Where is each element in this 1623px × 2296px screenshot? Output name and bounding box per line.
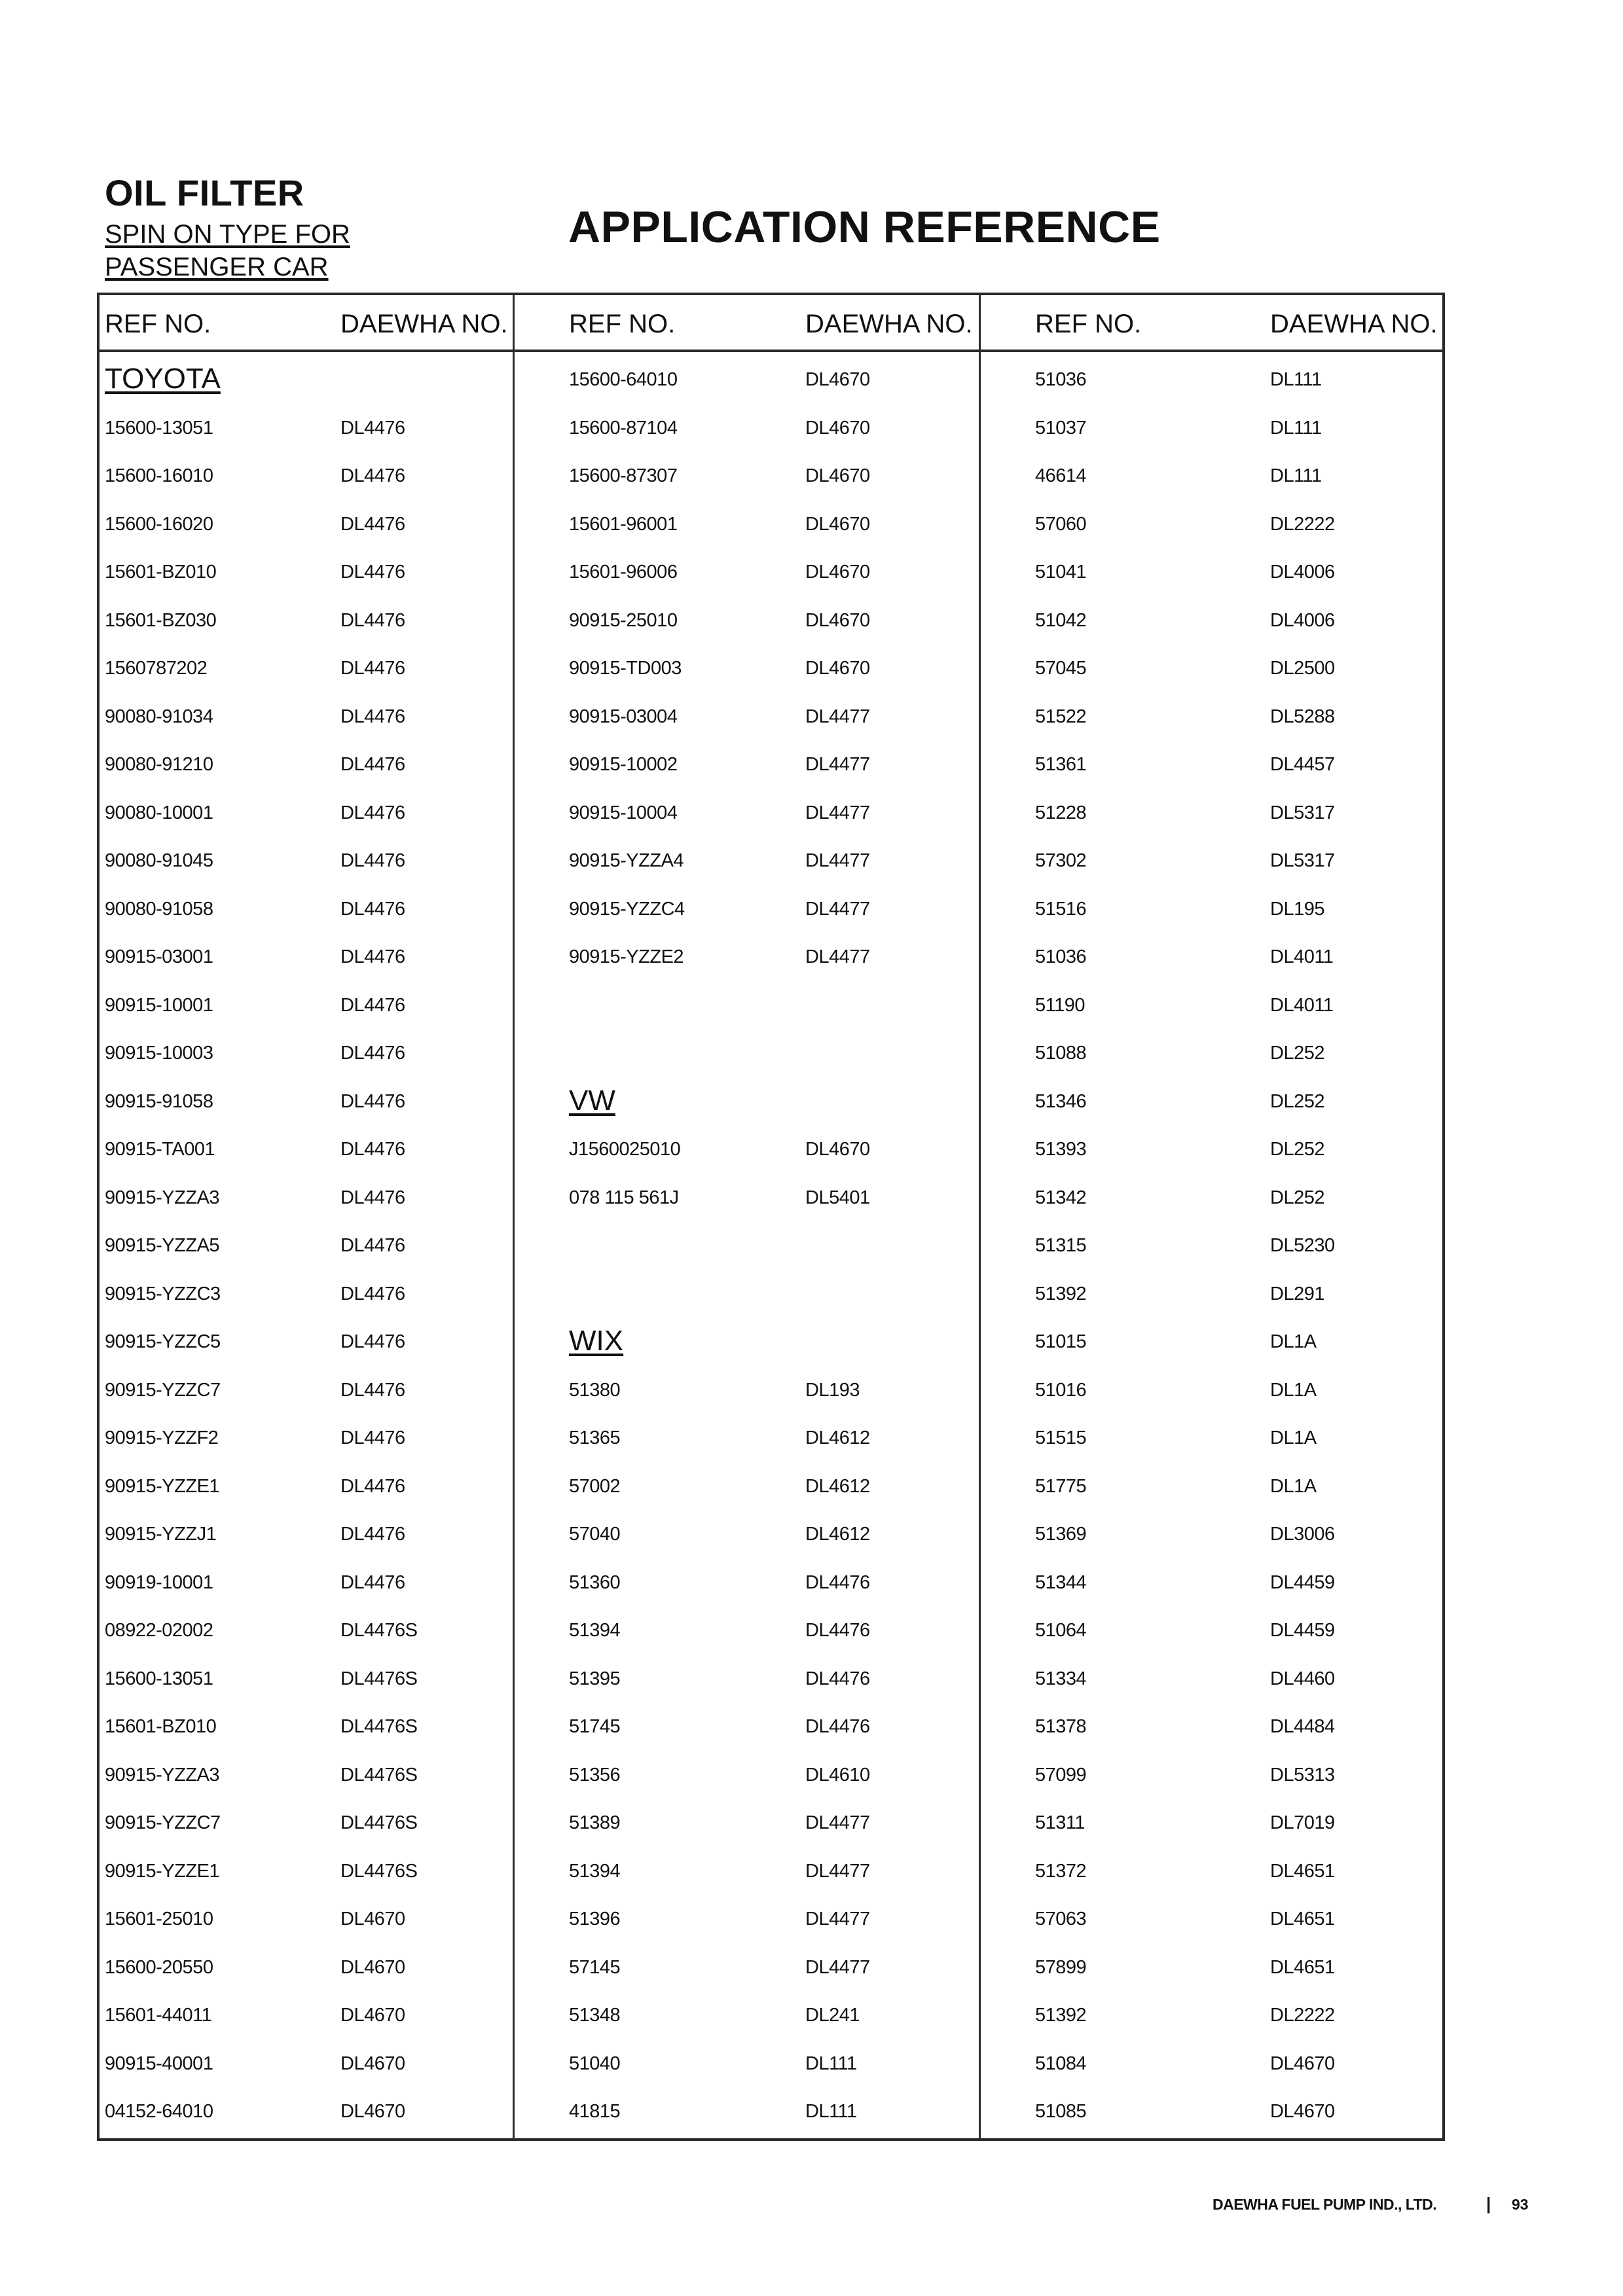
ref-no-cell: J1560025010 — [569, 1139, 681, 1160]
ref-no-cell: 51064 — [1035, 1620, 1087, 1641]
ref-no-cell: 57899 — [1035, 1956, 1087, 1978]
ref-no-cell: 51361 — [1035, 754, 1087, 775]
daewha-no-cell: DL4476 — [340, 850, 405, 871]
daewha-no-cell: DL2222 — [1270, 2005, 1335, 2026]
ref-no-cell: 15600-16020 — [105, 513, 213, 535]
ref-no-cell: 90915-YZZE1 — [105, 1475, 220, 1497]
ref-no-cell: 51522 — [1035, 706, 1087, 727]
ref-no-cell: 51040 — [569, 2053, 621, 2074]
daewha-no-cell: DL4477 — [805, 946, 870, 967]
ref-no-cell: 15600-13051 — [105, 417, 213, 439]
daewha-no-cell: DL1A — [1270, 1475, 1317, 1497]
ref-no-cell: 90915-03004 — [569, 706, 678, 727]
daewha-no-cell: DL4476S — [340, 1764, 418, 1785]
ref-no-cell: 51516 — [1035, 898, 1087, 920]
ref-no-cell: 15601-96006 — [569, 562, 678, 583]
ref-no-cell: 51315 — [1035, 1235, 1087, 1256]
daewha-no-cell: DL4610 — [805, 1764, 870, 1785]
ref-no-cell: 1560787202 — [105, 658, 208, 679]
daewha-no-cell: DL4476S — [340, 1716, 418, 1737]
ref-no-cell: 51396 — [569, 1909, 621, 1929]
ref-no-cell: 51392 — [1035, 1283, 1087, 1304]
section-heading: APPLICATION REFERENCE — [568, 202, 1161, 252]
daewha-no-cell: DL4006 — [1270, 562, 1335, 583]
daewha-no-cell: DL4476 — [340, 513, 405, 535]
ref-no-cell: 15601-96001 — [569, 513, 678, 535]
daewha-no-cell: DL4670 — [805, 417, 870, 439]
daewha-no-cell: DL4670 — [340, 2101, 405, 2122]
ref-no-cell: 51084 — [1035, 2053, 1087, 2074]
daewha-no-cell: DL4477 — [805, 850, 870, 871]
ref-no-cell: 15601-BZ010 — [105, 562, 217, 583]
ref-no-cell: 57045 — [1035, 658, 1087, 679]
daewha-no-cell: DL4476S — [340, 1620, 418, 1641]
column-divider — [513, 295, 515, 2138]
ref-no-cell: 51346 — [1035, 1090, 1087, 1112]
daewha-no-cell: DL4476 — [340, 1524, 405, 1545]
daewha-no-cell: DL4476 — [340, 465, 405, 486]
daewha-no-cell: DL193 — [805, 1379, 860, 1401]
daewha-no-cell: DL4011 — [1270, 994, 1334, 1016]
daewha-no-cell: DL111 — [1270, 417, 1322, 439]
daewha-no-cell: DL1A — [1270, 1331, 1317, 1352]
daewha-no-cell: DL4612 — [805, 1475, 870, 1497]
ref-no-cell: 51775 — [1035, 1475, 1087, 1497]
daewha-no-cell: DL4459 — [1270, 1620, 1335, 1641]
daewha-no-cell: DL4670 — [805, 658, 870, 679]
ref-no-cell: 15600-13051 — [105, 1668, 213, 1689]
ref-no-cell: 90915-40001 — [105, 2053, 213, 2074]
ref-no-cell: 90915-YZZF2 — [105, 1427, 219, 1448]
daewha-no-cell: DL4612 — [805, 1427, 870, 1448]
daewha-no-cell: DL4476 — [340, 1090, 405, 1112]
footer-company: DAEWHA FUEL PUMP IND., LTD. — [1213, 2196, 1437, 2213]
brand-heading: VW — [569, 1084, 615, 1117]
daewha-no-cell: DL4476 — [340, 994, 405, 1016]
daewha-no-cell: DL2500 — [1270, 658, 1335, 679]
daewha-no-cell: DL4476 — [340, 1139, 405, 1160]
daewha-no-cell: DL4476 — [340, 1427, 405, 1448]
daewha-no-cell: DL5401 — [805, 1187, 870, 1208]
daewha-no-cell: DL4651 — [1270, 1909, 1335, 1929]
daewha-no-cell: DL4476 — [340, 706, 405, 727]
daewha-no-cell: DL4476 — [340, 1043, 405, 1064]
ref-no-cell: 51015 — [1035, 1331, 1087, 1352]
ref-no-cell: 51088 — [1035, 1043, 1087, 1064]
ref-no-cell: 46614 — [1035, 465, 1087, 486]
daewha-no-cell: DL4670 — [340, 2005, 405, 2026]
ref-no-cell: 90080-91210 — [105, 754, 213, 775]
daewha-no-cell: DL4670 — [1270, 2053, 1335, 2074]
ref-no-cell: 90915-TD003 — [569, 658, 682, 679]
brand-heading: WIX — [569, 1325, 624, 1357]
daewha-no-cell: DL5317 — [1270, 802, 1335, 823]
ref-no-cell: 51334 — [1035, 1668, 1087, 1689]
daewha-no-cell: DL291 — [1270, 1283, 1324, 1304]
ref-no-cell: 51378 — [1035, 1716, 1087, 1737]
daewha-no-cell: DL241 — [805, 2005, 860, 2026]
daewha-no-cell: DL1A — [1270, 1427, 1317, 1448]
ref-no-cell: 15601-BZ030 — [105, 609, 217, 631]
daewha-no-cell: DL4476 — [805, 1716, 870, 1737]
daewha-no-cell: DL4460 — [1270, 1668, 1335, 1689]
daewha-no-cell: DL4476 — [340, 802, 405, 823]
footer-separator: | — [1486, 2194, 1491, 2214]
ref-no-cell: 90915-03001 — [105, 946, 213, 967]
ref-no-cell: 51042 — [1035, 609, 1087, 631]
daewha-no-cell: DL252 — [1270, 1187, 1324, 1208]
ref-no-cell: 90919-10001 — [105, 1571, 213, 1593]
ref-no-cell: 15600-16010 — [105, 465, 213, 486]
daewha-no-cell: DL4670 — [1270, 2101, 1335, 2122]
ref-no-cell: 90915-YZZC4 — [569, 898, 685, 920]
ref-no-cell: 51190 — [1035, 994, 1085, 1016]
daewha-no-cell: DL4476S — [340, 1860, 418, 1882]
daewha-no-cell: DL4670 — [805, 562, 870, 583]
daewha-no-cell: DL4670 — [805, 465, 870, 486]
daewha-no-cell: DL5313 — [1270, 1764, 1335, 1785]
ref-no-cell: 90915-TA001 — [105, 1139, 215, 1160]
daewha-no-cell: DL4476 — [805, 1571, 870, 1593]
daewha-no-cell: DL7019 — [1270, 1812, 1335, 1833]
ref-no-cell: 90915-25010 — [569, 609, 678, 631]
daewha-no-cell: DL4670 — [805, 513, 870, 535]
daewha-no-cell: DL4476 — [340, 562, 405, 583]
daewha-no-cell: DL4476 — [805, 1668, 870, 1689]
header-daewha-no-1: DAEWHA NO. — [340, 310, 508, 338]
daewha-no-cell: DL5230 — [1270, 1235, 1335, 1256]
ref-no-cell: 90915-YZZA3 — [105, 1764, 220, 1785]
header-daewha-no-3: DAEWHA NO. — [1270, 310, 1438, 338]
column-divider — [979, 295, 981, 2138]
ref-no-cell: 51356 — [569, 1764, 621, 1785]
ref-no-cell: 90915-YZZE2 — [569, 946, 684, 967]
daewha-no-cell: DL2222 — [1270, 513, 1335, 535]
ref-no-cell: 51365 — [569, 1427, 621, 1448]
daewha-no-cell: DL252 — [1270, 1139, 1324, 1160]
ref-no-cell: 41815 — [569, 2101, 621, 2122]
daewha-no-cell: DL4476S — [340, 1812, 418, 1833]
daewha-no-cell: DL4011 — [1270, 946, 1334, 967]
daewha-no-cell: DL111 — [805, 2101, 857, 2122]
ref-no-cell: 90915-YZZC7 — [105, 1379, 221, 1401]
daewha-no-cell: DL4484 — [1270, 1716, 1335, 1737]
page-subtitle-line-1: SPIN ON TYPE FOR — [105, 220, 350, 249]
daewha-no-cell: DL4457 — [1270, 754, 1335, 775]
ref-no-cell: 90915-YZZC3 — [105, 1283, 221, 1304]
ref-no-cell: 51389 — [569, 1812, 621, 1833]
ref-no-cell: 51745 — [569, 1716, 621, 1737]
ref-no-cell: 90915-10001 — [105, 994, 213, 1016]
daewha-no-cell: DL4476 — [340, 1475, 405, 1497]
daewha-no-cell: DL4670 — [805, 1139, 870, 1160]
daewha-no-cell: DL111 — [1270, 465, 1322, 486]
daewha-no-cell: DL4670 — [340, 1956, 405, 1978]
ref-no-cell: 15600-87104 — [569, 417, 678, 439]
ref-no-cell: 51394 — [569, 1620, 621, 1641]
daewha-no-cell: DL4670 — [805, 369, 870, 390]
daewha-no-cell: DL4476 — [340, 609, 405, 631]
daewha-no-cell: DL195 — [1270, 898, 1324, 920]
ref-no-cell: 57145 — [569, 1956, 621, 1978]
daewha-no-cell: DL4477 — [805, 754, 870, 775]
ref-no-cell: 51348 — [569, 2005, 621, 2026]
ref-no-cell: 57002 — [569, 1475, 621, 1497]
daewha-no-cell: DL4477 — [805, 1956, 870, 1978]
ref-no-cell: 90915-YZZC5 — [105, 1331, 221, 1352]
ref-no-cell: 51515 — [1035, 1427, 1087, 1448]
daewha-no-cell: DL1A — [1270, 1379, 1317, 1401]
ref-no-cell: 08922-02002 — [105, 1620, 213, 1641]
ref-no-cell: 90915-YZZA5 — [105, 1235, 220, 1256]
ref-no-cell: 51380 — [569, 1379, 621, 1401]
ref-no-cell: 51085 — [1035, 2101, 1087, 2122]
ref-no-cell: 51372 — [1035, 1860, 1087, 1882]
ref-no-cell: 15600-87307 — [569, 465, 678, 486]
daewha-no-cell: DL252 — [1270, 1090, 1324, 1112]
daewha-no-cell: DL3006 — [1270, 1524, 1335, 1545]
header-ref-no-2: REF NO. — [569, 310, 676, 338]
daewha-no-cell: DL4476 — [340, 898, 405, 920]
ref-no-cell: 90080-91034 — [105, 706, 213, 727]
application-reference-table — [97, 293, 1445, 2141]
daewha-no-cell: DL111 — [1270, 369, 1322, 390]
header-daewha-no-2: DAEWHA NO. — [805, 310, 973, 338]
daewha-no-cell: DL111 — [805, 2053, 857, 2074]
daewha-no-cell: DL4670 — [340, 1909, 405, 1929]
daewha-no-cell: DL4477 — [805, 706, 870, 727]
daewha-no-cell: DL4477 — [805, 1812, 870, 1833]
header-ref-no-3: REF NO. — [1035, 310, 1142, 338]
ref-no-cell: 51041 — [1035, 562, 1087, 583]
ref-no-cell: 90915-10002 — [569, 754, 678, 775]
ref-no-cell: 51360 — [569, 1571, 621, 1593]
daewha-no-cell: DL252 — [1270, 1043, 1324, 1064]
daewha-no-cell: DL4670 — [340, 2053, 405, 2074]
daewha-no-cell: DL4459 — [1270, 1571, 1335, 1593]
ref-no-cell: 90080-91058 — [105, 898, 213, 920]
ref-no-cell: 51369 — [1035, 1524, 1087, 1545]
daewha-no-cell: DL4476 — [340, 1571, 405, 1593]
ref-no-cell: 51394 — [569, 1860, 621, 1882]
ref-no-cell: 90915-YZZE1 — [105, 1860, 220, 1882]
ref-no-cell: 51311 — [1035, 1812, 1085, 1833]
daewha-no-cell: DL4476 — [340, 1235, 405, 1256]
ref-no-cell: 51037 — [1035, 417, 1087, 439]
ref-no-cell: 57060 — [1035, 513, 1087, 535]
header-ref-no-1: REF NO. — [105, 310, 211, 338]
ref-no-cell: 51344 — [1035, 1571, 1087, 1593]
ref-no-cell: 90915-YZZA3 — [105, 1187, 220, 1208]
daewha-no-cell: DL4477 — [805, 898, 870, 920]
daewha-no-cell: DL4476 — [340, 946, 405, 967]
ref-no-cell: 57302 — [1035, 850, 1087, 871]
ref-no-cell: 15600-64010 — [569, 369, 678, 390]
daewha-no-cell: DL4670 — [805, 609, 870, 631]
header-divider — [100, 350, 1442, 352]
ref-no-cell: 90915-10004 — [569, 802, 678, 823]
ref-no-cell: 51342 — [1035, 1187, 1087, 1208]
ref-no-cell: 57040 — [569, 1524, 621, 1545]
ref-no-cell: 90915-YZZJ1 — [105, 1524, 217, 1545]
daewha-no-cell: DL4476 — [340, 417, 405, 439]
ref-no-cell: 15601-44011 — [105, 2005, 212, 2026]
daewha-no-cell: DL4476 — [805, 1620, 870, 1641]
page-title: OIL FILTER — [105, 172, 304, 213]
daewha-no-cell: DL5288 — [1270, 706, 1335, 727]
ref-no-cell: 51036 — [1035, 369, 1087, 390]
daewha-no-cell: DL4651 — [1270, 1860, 1335, 1882]
ref-no-cell: 90915-YZZC7 — [105, 1812, 221, 1833]
ref-no-cell: 04152-64010 — [105, 2101, 213, 2122]
daewha-no-cell: DL4651 — [1270, 1956, 1335, 1978]
daewha-no-cell: DL4476 — [340, 1187, 405, 1208]
ref-no-cell: 15601-25010 — [105, 1909, 213, 1929]
ref-no-cell: 51395 — [569, 1668, 621, 1689]
daewha-no-cell: DL4477 — [805, 1909, 870, 1929]
daewha-no-cell: DL4477 — [805, 802, 870, 823]
ref-no-cell: 51016 — [1035, 1379, 1087, 1401]
daewha-no-cell: DL4476 — [340, 658, 405, 679]
daewha-no-cell: DL4477 — [805, 1860, 870, 1882]
ref-no-cell: 57099 — [1035, 1764, 1087, 1785]
ref-no-cell: 51393 — [1035, 1139, 1087, 1160]
daewha-no-cell: DL4006 — [1270, 609, 1335, 631]
daewha-no-cell: DL4476 — [340, 1379, 405, 1401]
ref-no-cell: 15600-20550 — [105, 1956, 213, 1978]
daewha-no-cell: DL4476 — [340, 1283, 405, 1304]
daewha-no-cell: DL4476 — [340, 754, 405, 775]
ref-no-cell: 57063 — [1035, 1909, 1087, 1929]
daewha-no-cell: DL4476S — [340, 1668, 418, 1689]
daewha-no-cell: DL5317 — [1270, 850, 1335, 871]
ref-no-cell: 078 115 561J — [569, 1187, 679, 1208]
ref-no-cell: 90915-10003 — [105, 1043, 213, 1064]
ref-no-cell: 90080-91045 — [105, 850, 213, 871]
page-number: 93 — [1512, 2196, 1529, 2213]
ref-no-cell: 51036 — [1035, 946, 1087, 967]
page-subtitle-line-2: PASSENGER CAR — [105, 253, 329, 281]
brand-heading: TOYOTA — [105, 363, 221, 395]
ref-no-cell: 90080-10001 — [105, 802, 213, 823]
ref-no-cell: 51392 — [1035, 2005, 1087, 2026]
ref-no-cell: 90915-YZZA4 — [569, 850, 684, 871]
daewha-no-cell: DL4612 — [805, 1524, 870, 1545]
daewha-no-cell: DL4476 — [340, 1331, 405, 1352]
ref-no-cell: 15601-BZ010 — [105, 1716, 217, 1737]
ref-no-cell: 90915-91058 — [105, 1090, 213, 1112]
ref-no-cell: 51228 — [1035, 802, 1087, 823]
